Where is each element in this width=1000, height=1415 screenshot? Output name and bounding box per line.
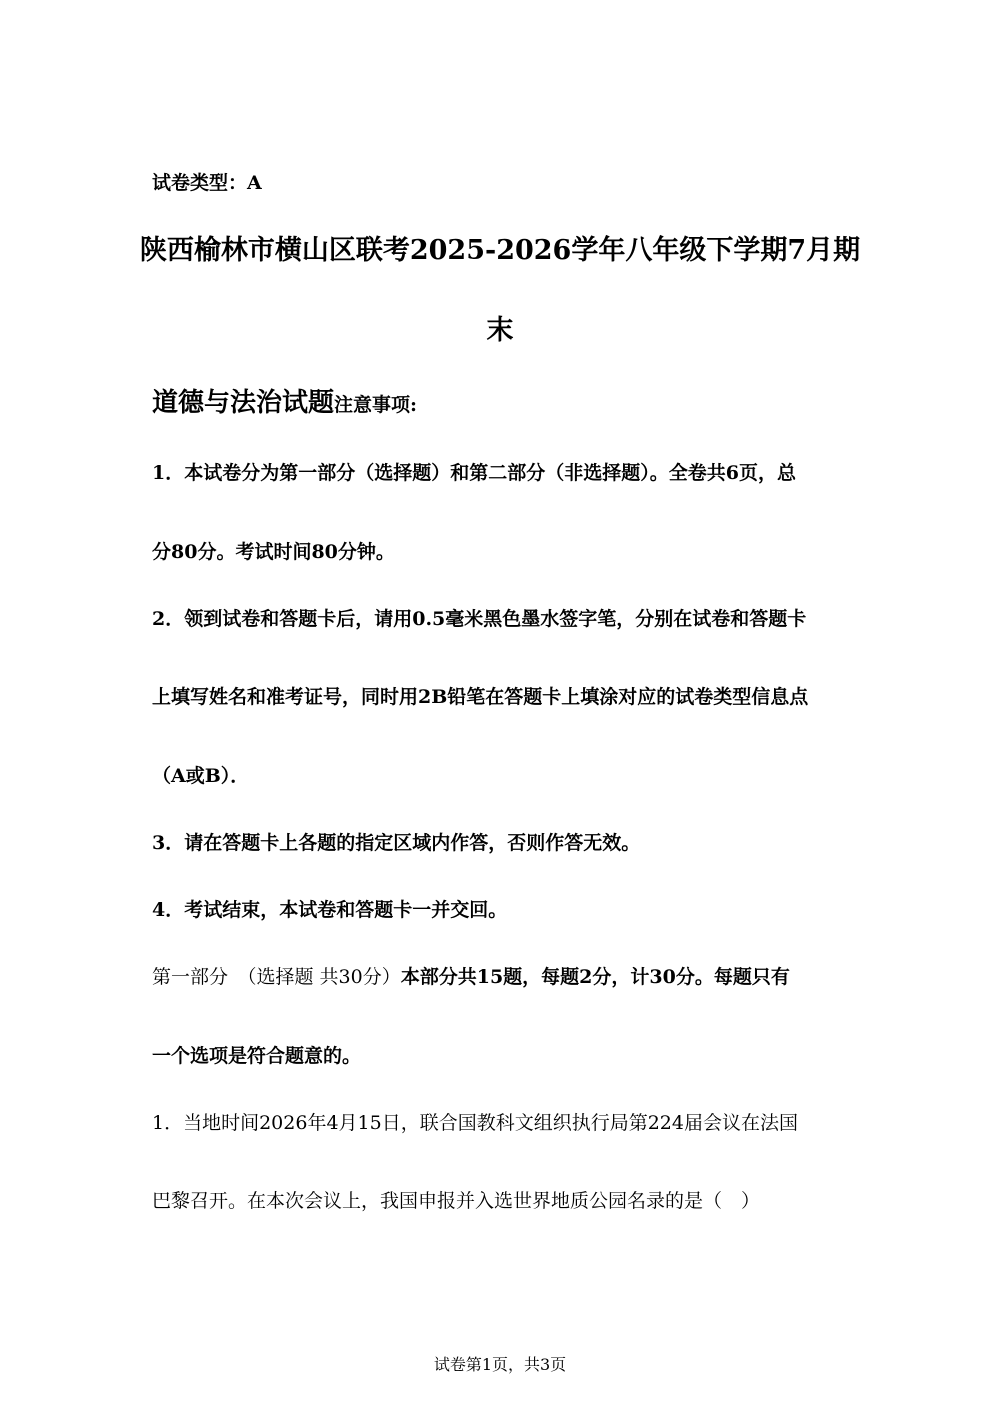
- notice-3-line-1: 3．请在答题卡上各题的指定区域内作答，否则作答无效。: [152, 832, 641, 854]
- question-1-line-1: 1．当地时间2026年4月15日，联合国教科文组织执行局第224届会议在法国: [152, 1112, 798, 1134]
- notice-2-line-3: （A或B）．: [152, 765, 250, 787]
- part-one-heading: 第一部分 （选择题 共30分）: [152, 966, 401, 988]
- exam-title-line-1: 陕西榆林市横山区联考2025-2026学年八年级下学期7月期: [139, 235, 861, 266]
- part-one-heading-line: [152, 968, 790, 987]
- exam-type-label: 试卷类型：A: [152, 172, 262, 194]
- exam-title-line-2: 末: [486, 315, 514, 346]
- notice-4-line-1: 4．考试结束，本试卷和答题卡一并交回。: [152, 899, 508, 921]
- part-one-instruction: 本部分共15题，每题2分，计30分。每题只有: [400, 966, 790, 988]
- question-1-line-2: 巴黎召开。在本次会议上，我国申报并入选世界地质公园名录的是（ ）: [152, 1190, 761, 1212]
- part-one-instruction-line-2: 一个选项是符合题意的。: [152, 1045, 362, 1067]
- notice-2-line-1: 2．领到试卷和答题卡后，请用0.5毫米黑色墨水签字笔，分别在试卷和答题卡: [152, 608, 807, 630]
- subject-heading: [152, 390, 417, 416]
- notice-1-line-1: 1．本试卷分为第一部分（选择题）和第二部分（非选择题）。全卷共6页，总: [152, 462, 796, 484]
- subject-name: 道德与法治试题: [152, 388, 335, 418]
- notice-2-line-2: 上填写姓名和准考证号，同时用2B铅笔在答题卡上填涂对应的试卷类型信息点: [152, 686, 809, 708]
- notice-1-line-2: 分80分。考试时间80分钟。: [152, 541, 395, 563]
- page-footer: 试卷第1页，共3页: [433, 1355, 567, 1374]
- notice-label: 注意事项:: [334, 394, 418, 416]
